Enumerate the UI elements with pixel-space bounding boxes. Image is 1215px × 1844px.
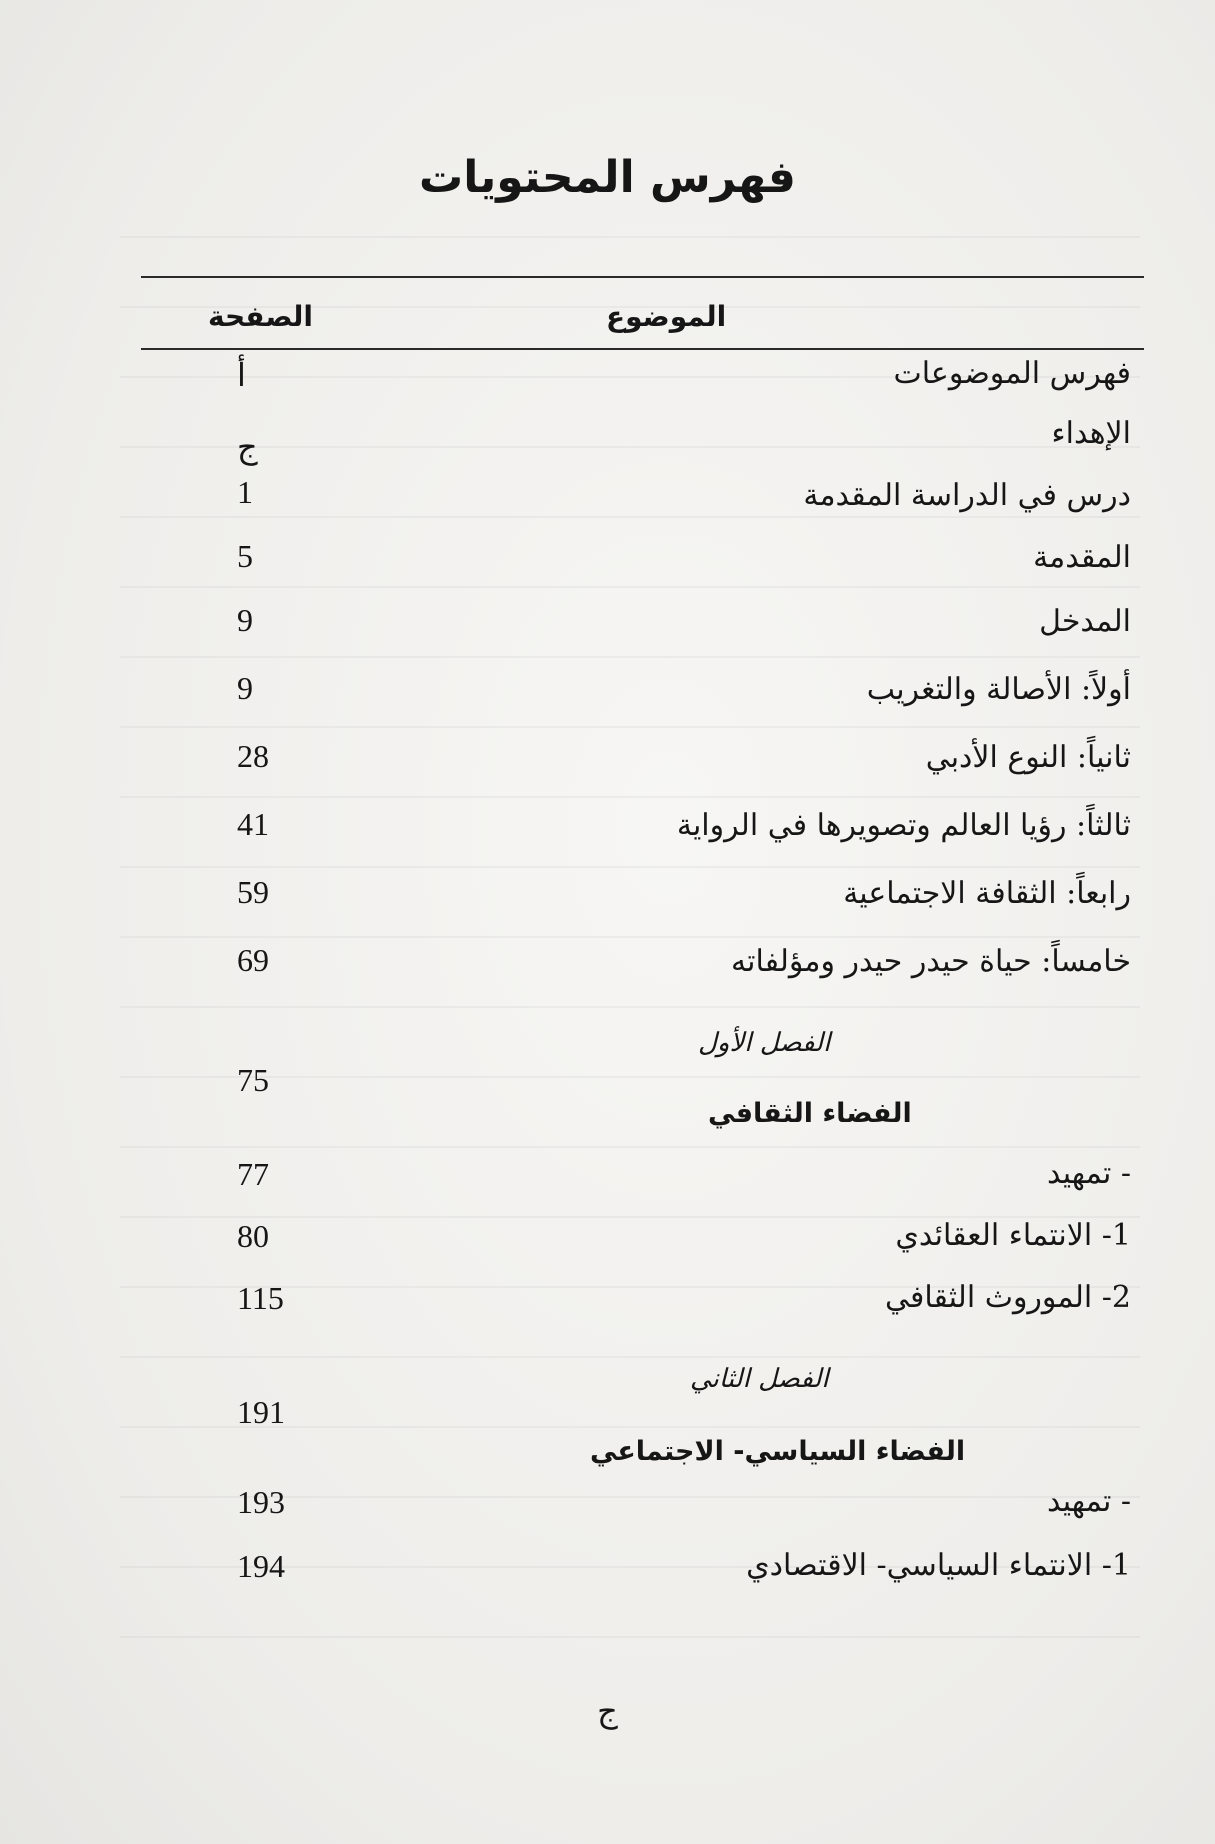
chapter-one-label: الفصل الأول <box>698 1028 831 1058</box>
toc-row <box>141 1484 1131 1532</box>
toc-row <box>141 944 1131 992</box>
bleed-through-line <box>120 936 1140 938</box>
bleed-through-line <box>120 1146 1140 1148</box>
page-title: فهرس المحتويات <box>419 152 796 203</box>
toc-page-number: 193 <box>237 1484 285 1520</box>
toc-topic: 2- الموروث الثقافي <box>884 1280 1131 1315</box>
toc-row <box>141 740 1131 788</box>
bleed-through-line <box>120 866 1140 868</box>
toc-topic: فهرس الموضوعات <box>893 356 1131 391</box>
toc-page-number: 194 <box>237 1548 285 1584</box>
chapter-two-title: الفضاء السياسي- الاجتماعي <box>590 1436 966 1467</box>
toc-page-number: 115 <box>237 1280 284 1316</box>
chapter-two-page: 191 <box>237 1394 285 1430</box>
toc-topic: أولاً: الأصالة والتغريب <box>866 672 1131 707</box>
toc-page-number: 80 <box>237 1218 269 1254</box>
toc-row <box>141 474 1131 526</box>
toc-row <box>141 1218 1131 1266</box>
toc-page-number: 77 <box>237 1156 269 1192</box>
toc-topic: المقدمة <box>1033 540 1131 575</box>
toc-page-number: 5 <box>237 538 253 574</box>
toc-topic: - تمهيد <box>1047 1156 1131 1191</box>
bleed-through-line <box>120 1356 1140 1358</box>
header-bottom-rule <box>141 348 1144 350</box>
header-top-rule <box>141 276 1144 278</box>
chapter-one-title: الفضاء الثقافي <box>708 1098 912 1129</box>
toc-row <box>141 604 1131 652</box>
bleed-through-line <box>120 1006 1140 1008</box>
toc-topic: المدخل <box>1039 604 1131 639</box>
toc-row <box>141 672 1131 720</box>
toc-row <box>141 876 1131 924</box>
toc-topic: 1- الانتماء العقائدي <box>895 1218 1131 1253</box>
toc-page-number: ج <box>237 429 258 465</box>
toc-page-number: 9 <box>237 602 253 638</box>
bleed-through-line <box>120 726 1140 728</box>
bleed-through-line <box>120 656 1140 658</box>
toc-page-number: 41 <box>237 806 269 842</box>
toc-page-number: 28 <box>237 738 269 774</box>
toc-page-number: أ <box>237 357 246 393</box>
toc-topic: درس في الدراسة المقدمة <box>803 478 1131 513</box>
toc-topic: خامساً: حياة حيدر حيدر ومؤلفاته <box>731 944 1131 979</box>
toc-topic: ثالثاً: رؤيا العالم وتصويرها في الرواية <box>676 808 1131 843</box>
bleed-through-line <box>120 236 1140 238</box>
toc-row <box>141 1280 1131 1328</box>
toc-page-number: 69 <box>237 942 269 978</box>
topic-column-header: الموضوع <box>606 300 727 333</box>
chapter-two-label: الفصل الثاني <box>690 1364 829 1394</box>
toc-topic: 1- الانتماء السياسي- الاقتصادي <box>746 1548 1131 1583</box>
toc-row <box>141 808 1131 856</box>
toc-row <box>141 540 1131 588</box>
toc-row <box>141 416 1131 464</box>
toc-page-number: 59 <box>237 874 269 910</box>
bleed-through-line <box>120 796 1140 798</box>
page-column-header: الصفحة <box>208 300 314 333</box>
bleed-through-line <box>120 1076 1140 1078</box>
toc-topic: - تمهيد <box>1047 1484 1131 1519</box>
toc-page-number: 9 <box>237 670 253 706</box>
toc-row <box>141 1156 1131 1204</box>
toc-row <box>141 1548 1131 1596</box>
toc-row <box>141 356 1131 404</box>
toc-topic: رابعاً: الثقافة الاجتماعية <box>843 876 1131 911</box>
toc-topic: ثانياً: النوع الأدبي <box>925 740 1131 775</box>
toc-topic: الإهداء <box>1051 416 1131 451</box>
bleed-through-line <box>120 1636 1140 1638</box>
toc-page-number: 1 <box>237 474 253 510</box>
page-footer-number: ج <box>597 1692 618 1730</box>
chapter-one-page: 75 <box>237 1062 269 1098</box>
